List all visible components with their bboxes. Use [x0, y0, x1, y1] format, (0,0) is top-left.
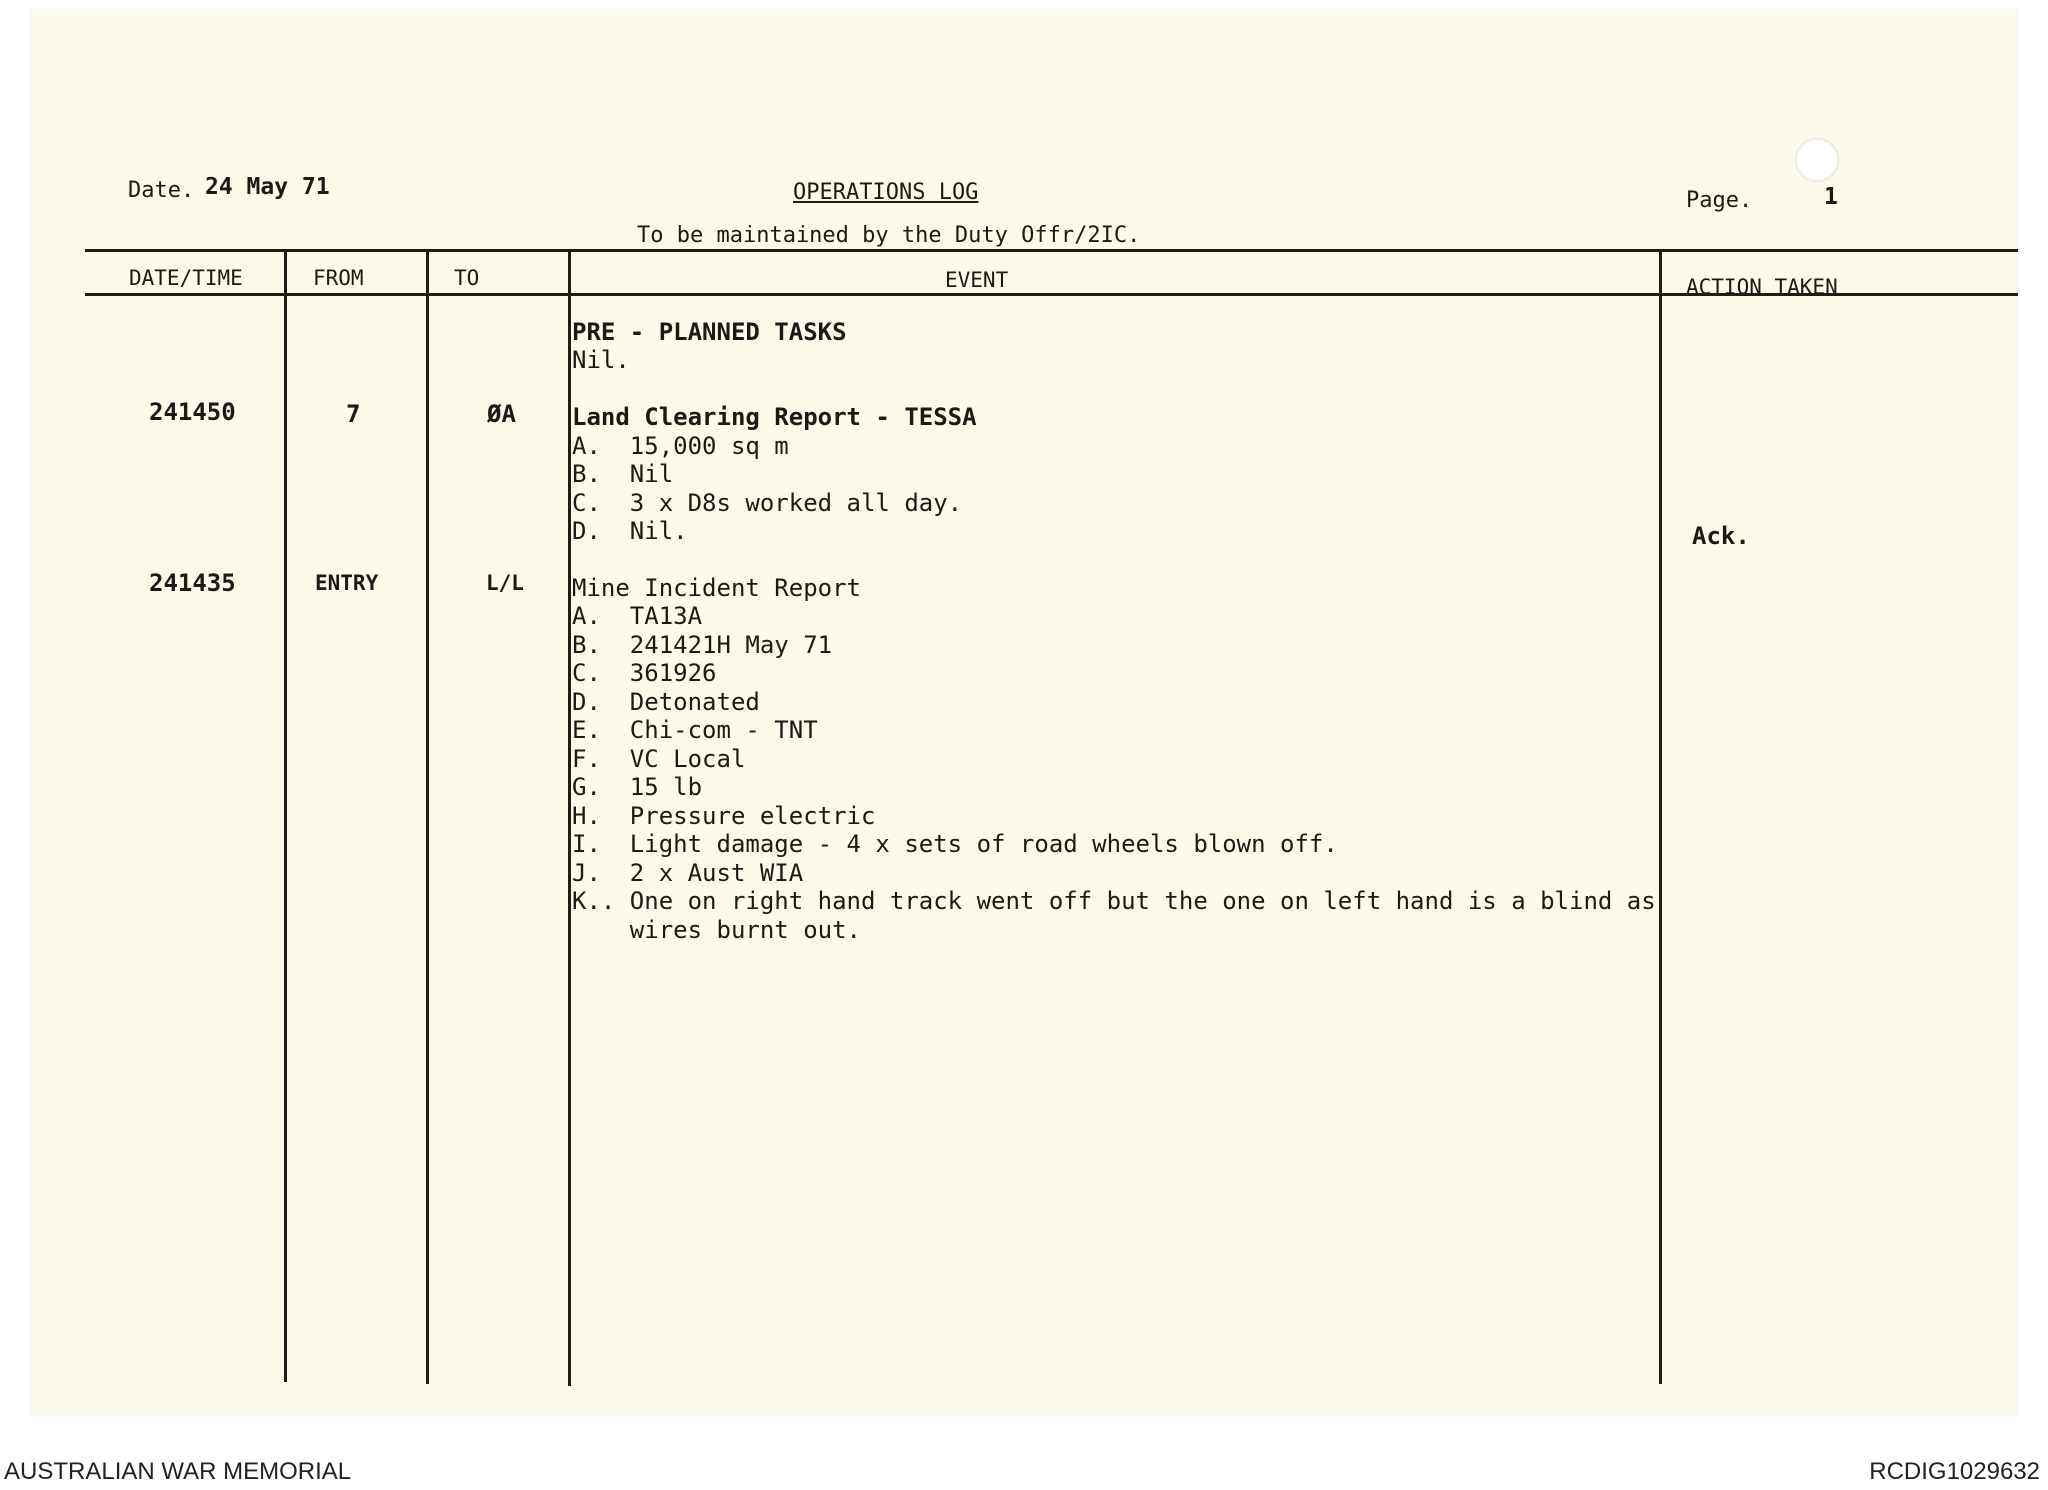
table-top-rule: [85, 249, 2018, 252]
event-line: C. 361926: [572, 659, 717, 687]
column-divider-datetime: [284, 252, 287, 1382]
event-line: B. 241421H May 71: [572, 631, 833, 659]
event-line: Land Clearing Report - TESSA: [572, 403, 977, 431]
column-divider-event: [1659, 252, 1662, 1384]
log-sheet: [30, 10, 2018, 1415]
action-taken: Ack.: [1692, 522, 1750, 550]
event-line: Mine Incident Report: [572, 574, 861, 602]
event-line: F. VC Local: [572, 745, 746, 773]
event-line: wires burnt out.: [572, 916, 861, 944]
page-number: 1: [1824, 184, 1838, 210]
page-title: OPERATIONS LOG: [793, 180, 979, 205]
date-value: 24 May 71: [205, 174, 330, 200]
event-line: PRE - PLANNED TASKS: [572, 318, 847, 346]
column-header-to: TO: [454, 266, 480, 290]
column-divider-from: [426, 252, 429, 1384]
footer-source: AUSTRALIAN WAR MEMORIAL: [4, 1458, 352, 1485]
event-line: B. Nil: [572, 460, 674, 488]
event-line: H. Pressure electric: [572, 802, 876, 830]
page-label: Page.: [1686, 188, 1753, 213]
event-line: E. Chi-com - TNT: [572, 716, 818, 744]
event-line: K.. One on right hand track went off but the one on left hand is a blind as: [572, 887, 1656, 915]
event-line: A. TA13A: [572, 602, 703, 630]
event-line: G. 15 lb: [572, 773, 703, 801]
column-header-action: ACTION TAKEN: [1686, 275, 1838, 299]
entry-from: 7: [346, 400, 361, 428]
event-line: J. 2 x Aust WIA: [572, 859, 804, 887]
punch-hole: [1795, 138, 1839, 182]
entry-to: L/L: [486, 571, 524, 595]
date-label: Date.: [128, 178, 195, 203]
page-subtitle: To be maintained by the Duty Offr/2IC.: [637, 223, 1141, 248]
event-line: Nil.: [572, 346, 630, 374]
column-header-event: EVENT: [945, 268, 1009, 292]
entry-from: ENTRY: [315, 571, 379, 595]
column-divider-to: [568, 252, 571, 1386]
footer-record-id: RCDIG1029632: [1869, 1458, 2040, 1485]
event-line: A. 15,000 sq m: [572, 432, 789, 460]
event-line: C. 3 x D8s worked all day.: [572, 489, 963, 517]
event-line: D. Detonated: [572, 688, 760, 716]
column-header-datetime: DATE/TIME: [129, 266, 243, 290]
entry-to: ØA: [487, 400, 516, 428]
entry-datetime: 241450: [149, 398, 236, 426]
event-line: D. Nil.: [572, 517, 688, 545]
event-line: I. Light damage - 4 x sets of road wheels blown off.: [572, 830, 1338, 858]
entry-datetime: 241435: [149, 569, 236, 597]
column-header-from: FROM: [313, 266, 364, 290]
